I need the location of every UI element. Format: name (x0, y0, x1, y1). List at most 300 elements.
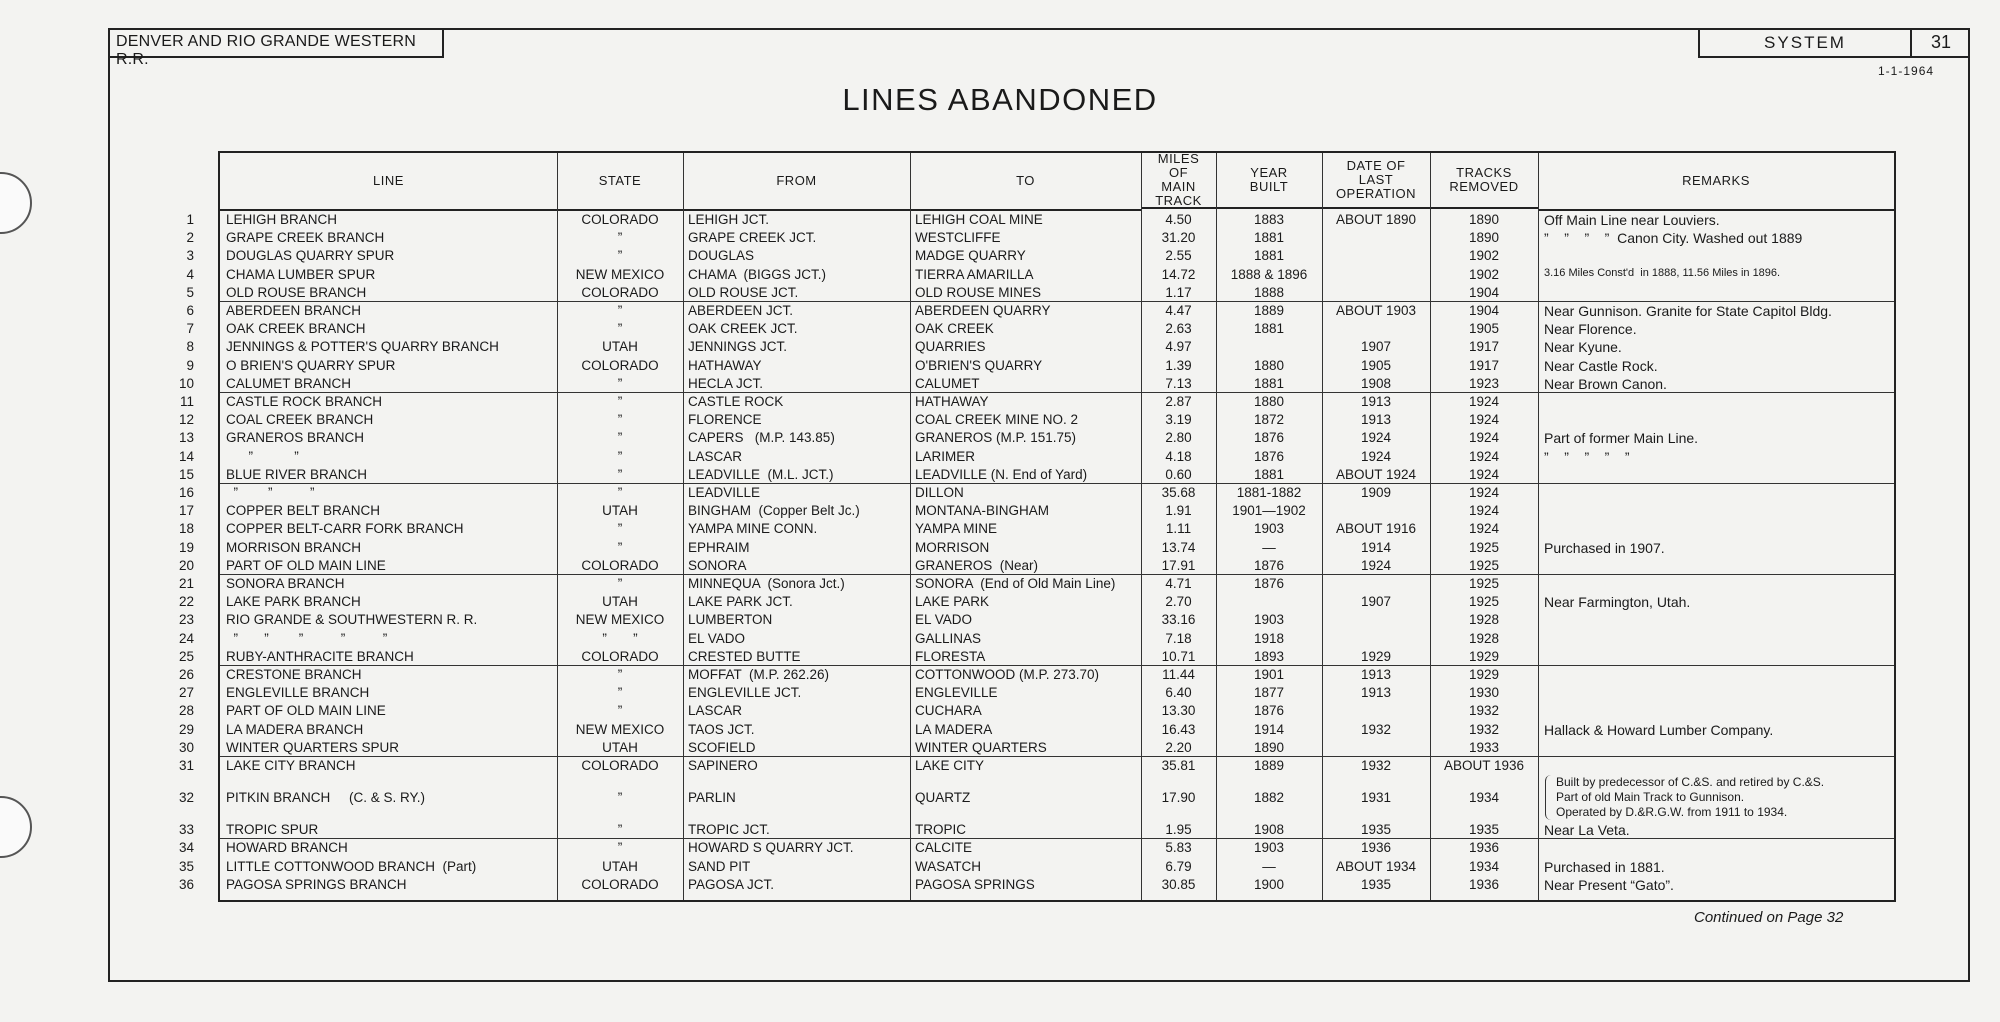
cell-from: CHAMA (BIGGS JCT.) (688, 266, 827, 282)
cell-built: 1881 (1253, 321, 1285, 337)
cell-last: 1935 (1360, 822, 1392, 838)
cell-remarks: Purchased in 1881. (1544, 858, 1665, 875)
cell-miles: 2.80 (1165, 430, 1192, 446)
col-header-last-operation: DATE OF LAST OPERATION (1322, 153, 1430, 209)
cell-last: 1924 (1360, 430, 1392, 446)
page-title: LINES ABANDONED (842, 82, 1158, 117)
cell-last: ABOUT 1934 (1335, 858, 1417, 874)
cell-last: ABOUT 1903 (1335, 303, 1417, 318)
cell-line: PAGOSA SPRINGS BRANCH (226, 876, 407, 892)
table-row (178, 821, 1894, 839)
table-row (178, 502, 1894, 520)
row-number: 30 (178, 739, 194, 755)
cell-to: TIERRA AMARILLA (915, 266, 1034, 282)
cell-removed: 1929 (1468, 667, 1500, 682)
cell-built: 1901 (1253, 667, 1285, 682)
table-row (186, 320, 1894, 338)
cell-removed: 1925 (1468, 539, 1500, 555)
cell-last: 1932 (1360, 758, 1392, 773)
table-row (178, 611, 1894, 629)
cell-state: ” (617, 790, 623, 806)
cell-removed: 1932 (1468, 703, 1500, 719)
cell-to: QUARRIES (915, 339, 986, 355)
row-number: 29 (178, 721, 194, 737)
cell-miles: 1.95 (1165, 822, 1192, 838)
cell-removed: 1932 (1468, 721, 1500, 737)
cell-state: COLORADO (581, 758, 659, 773)
cell-remarks: Near Gunnison. Granite for State Capitol Bldg. (1544, 303, 1832, 319)
cell-from: BINGHAM (Copper Belt Jc.) (688, 503, 860, 519)
cell-miles: 17.90 (1161, 790, 1196, 806)
row-number: 28 (178, 703, 194, 719)
cell-state: UTAH (602, 339, 638, 355)
cell-line: HOWARD BRANCH (226, 840, 348, 856)
cell-state: COLORADO (581, 284, 659, 300)
cell-last: 1936 (1360, 840, 1392, 856)
row-number: 9 (186, 357, 194, 373)
cell-remarks: Near Farmington, Utah. (1544, 594, 1691, 611)
cell-last: 1929 (1360, 648, 1392, 664)
row-number: 15 (178, 466, 194, 482)
cell-remarks: Hallack & Howard Lumber Company. (1544, 721, 1774, 738)
cell-removed: 1902 (1468, 248, 1500, 264)
cell-line: BLUE RIVER BRANCH (226, 466, 368, 482)
cell-state: ” (617, 485, 623, 500)
cell-built: 1903 (1253, 521, 1285, 537)
cell-state: ” (617, 321, 623, 337)
cell-built: 1880 (1253, 394, 1285, 409)
row-number: 13 (178, 430, 194, 446)
row-number: 12 (178, 412, 194, 428)
cell-to: CALUMET (915, 375, 980, 391)
cell-state: COLORADO (581, 648, 659, 664)
cell-removed: 1930 (1468, 685, 1500, 701)
cell-from: OAK CREEK JCT. (688, 321, 798, 337)
table-row (186, 284, 1894, 302)
cell-removed: 1905 (1468, 321, 1500, 337)
cell-miles: 7.13 (1165, 375, 1192, 391)
cell-to: PAGOSA SPRINGS (915, 876, 1035, 892)
cell-line: ” ” ” (226, 485, 315, 500)
cell-line: ABERDEEN BRANCH (226, 303, 362, 318)
cell-last: 1907 (1360, 594, 1392, 610)
cell-miles: 2.20 (1165, 739, 1192, 755)
cell-line: GRANEROS BRANCH (226, 430, 365, 446)
cell-from: DOUGLAS (688, 248, 755, 264)
table-row (186, 211, 1894, 229)
cell-remarks: Near Florence. (1544, 321, 1637, 338)
cell-last: ABOUT 1916 (1335, 521, 1417, 537)
cell-remarks: Near Castle Rock. (1544, 357, 1658, 374)
cell-built: 1877 (1253, 685, 1285, 701)
cell-last: ABOUT 1890 (1335, 212, 1417, 227)
cell-removed: 1935 (1468, 822, 1500, 838)
pitkin-note-line: Built by predecessor of C.&S. and retired by C.&S. (1556, 775, 1825, 789)
cell-state: ” (617, 394, 623, 409)
cell-miles: 0.60 (1165, 466, 1192, 482)
cell-state: UTAH (602, 503, 638, 519)
cell-line: PART OF OLD MAIN LINE (226, 557, 386, 573)
row-number: 8 (186, 339, 194, 355)
cell-from: SONORA (688, 557, 747, 573)
cell-to: QUARTZ (915, 790, 971, 806)
cell-to: LEHIGH COAL MINE (915, 212, 1043, 227)
row-number: 20 (178, 557, 194, 573)
cell-from: TROPIC JCT. (688, 822, 770, 838)
cell-from: HOWARD S QUARRY JCT. (688, 840, 854, 856)
table-row (178, 520, 1894, 538)
cell-miles: 2.55 (1165, 248, 1192, 264)
cell-last: 1909 (1360, 485, 1392, 500)
table-row (186, 302, 1894, 320)
cell-miles: 4.71 (1165, 576, 1192, 591)
cell-built: 1881 (1253, 248, 1285, 264)
cell-line: CRESTONE BRANCH (226, 667, 362, 682)
table-row (178, 876, 1894, 894)
row-number: 21 (178, 576, 194, 591)
cell-removed: 1925 (1468, 557, 1500, 573)
cell-state: NEW MEXICO (575, 266, 665, 282)
cell-built: 1881 (1253, 230, 1285, 246)
row-number: 3 (186, 248, 194, 264)
cell-line: TROPIC SPUR (226, 822, 319, 838)
cell-line: LEHIGH BRANCH (226, 212, 338, 227)
table-row (179, 393, 1894, 411)
cell-state: ” (617, 703, 623, 719)
cell-from: EL VADO (688, 630, 746, 646)
cell-remarks: Near La Veta. (1544, 822, 1630, 839)
cell-miles: 4.18 (1165, 448, 1192, 464)
cell-miles: 4.47 (1165, 303, 1192, 318)
cell-removed: 1890 (1468, 230, 1500, 246)
cell-to: HATHAWAY (915, 394, 989, 409)
cell-line: O BRIEN'S QUARRY SPUR (226, 357, 396, 373)
cell-miles: 17.91 (1161, 557, 1196, 573)
cell-from: LAKE PARK JCT. (688, 594, 793, 610)
cell-built: 1881-1882 (1236, 485, 1302, 500)
cell-removed: 1934 (1468, 858, 1500, 874)
cell-to: COAL CREEK MINE NO. 2 (915, 412, 1079, 428)
cell-remarks: 3.16 Miles Const'd in 1888, 11.56 Miles in 1896. (1544, 266, 1781, 279)
cell-built: 1888 & 1896 (1230, 266, 1308, 282)
cell-miles: 14.72 (1161, 266, 1196, 282)
row-number: 27 (178, 685, 194, 701)
cell-remarks: Near Kyune. (1544, 339, 1622, 356)
cell-from: PARLIN (688, 790, 736, 806)
cell-last: 1924 (1360, 557, 1392, 573)
row-number: 25 (178, 648, 194, 664)
row-number: 33 (178, 822, 194, 838)
cell-from: ABERDEEN JCT. (688, 303, 794, 318)
cell-line: COAL CREEK BRANCH (226, 412, 374, 428)
cell-to: ENGLEVILLE (915, 685, 998, 701)
cell-to: ABERDEEN QUARRY (915, 303, 1051, 318)
cell-miles: 1.11 (1165, 521, 1192, 537)
cell-miles: 1.39 (1165, 357, 1192, 373)
col-header-to: TO (910, 153, 1141, 211)
col-header-from: FROM (683, 153, 910, 211)
cell-removed: 1925 (1468, 576, 1500, 591)
table-row (178, 557, 1894, 575)
cell-miles: 30.85 (1161, 876, 1196, 892)
cell-last: 1913 (1360, 685, 1392, 701)
cell-removed: ABOUT 1936 (1443, 758, 1525, 773)
cell-to: OLD ROUSE MINES (915, 284, 1042, 300)
cell-miles: 5.83 (1165, 840, 1192, 856)
col-header-miles: MILES OF MAIN TRACK (1141, 153, 1216, 209)
pitkin-note-line: Operated by D.&R.G.W. from 1911 to 1934. (1556, 805, 1788, 819)
cell-line: LA MADERA BRANCH (226, 721, 364, 737)
cell-last: 1931 (1360, 790, 1392, 806)
row-number: 32 (178, 790, 194, 806)
cell-removed: 1933 (1468, 739, 1500, 755)
row-number: 11 (179, 394, 194, 409)
system-box (1698, 28, 1970, 58)
cell-built: — (1262, 858, 1276, 874)
row-number: 24 (178, 630, 194, 646)
row-number: 2 (186, 230, 194, 246)
cell-from: ENGLEVILLE JCT. (688, 685, 802, 701)
cell-line: OLD ROUSE BRANCH (226, 284, 367, 300)
col-header-tracks-removed: TRACKS REMOVED (1430, 153, 1538, 209)
table-row (178, 429, 1894, 447)
table-row (186, 338, 1894, 356)
table-row (178, 575, 1894, 593)
cell-last: 1914 (1360, 539, 1392, 555)
cell-to: GRANEROS (Near) (915, 557, 1039, 573)
cell-to: CALCITE (915, 840, 973, 856)
cell-built: 1889 (1253, 303, 1285, 318)
cell-line: RIO GRANDE & SOUTHWESTERN R. R. (226, 612, 478, 628)
cell-removed: 1917 (1468, 357, 1500, 373)
cell-from: TAOS JCT. (688, 721, 755, 737)
cell-state: ” (617, 448, 623, 464)
binder-hole-top (0, 172, 32, 234)
cell-to: OAK CREEK (915, 321, 994, 337)
cell-last: 1913 (1360, 394, 1392, 409)
cell-miles: 33.16 (1161, 612, 1196, 628)
cell-to: GALLINAS (915, 630, 982, 646)
row-number: 16 (178, 485, 194, 500)
cell-last: 1907 (1360, 339, 1392, 355)
cell-removed: 1928 (1468, 630, 1500, 646)
table-row (186, 229, 1894, 247)
table-row (178, 684, 1894, 702)
cell-to: FLORESTA (915, 648, 986, 664)
cell-to: WESTCLIFFE (915, 230, 1001, 246)
cell-built: 1881 (1253, 375, 1285, 391)
cell-from: CAPERS (M.P. 143.85) (688, 430, 835, 446)
table-row (178, 648, 1894, 666)
cell-removed: 1917 (1468, 339, 1500, 355)
cell-to: COTTONWOOD (M.P. 273.70) (915, 667, 1100, 682)
cell-to: LEADVILLE (N. End of Yard) (915, 466, 1088, 482)
cell-last: 1913 (1360, 667, 1392, 682)
cell-built: 1918 (1253, 630, 1285, 646)
table-row (178, 484, 1894, 502)
cell-line: ENGLEVILLE BRANCH (226, 685, 370, 701)
cell-line: LITTLE COTTONWOOD BRANCH (Part) (226, 858, 477, 874)
row-number: 6 (186, 303, 194, 318)
cell-removed: 1902 (1468, 266, 1500, 282)
cell-line: DOUGLAS QUARRY SPUR (226, 248, 395, 264)
table-row (178, 593, 1894, 611)
cell-removed: 1924 (1468, 412, 1500, 428)
cell-built: 1876 (1253, 557, 1285, 573)
cell-line: PART OF OLD MAIN LINE (226, 703, 386, 719)
cell-state: NEW MEXICO (575, 721, 665, 737)
cell-to: LAKE CITY (915, 758, 985, 773)
cell-last: 1924 (1360, 448, 1392, 464)
table-row (178, 739, 1894, 757)
cell-removed: 1936 (1468, 876, 1500, 892)
cell-built: 1903 (1253, 612, 1285, 628)
cell-to: SONORA (End of Old Main Line) (915, 576, 1116, 591)
cell-miles: 1.91 (1165, 503, 1192, 519)
cell-to: WASATCH (915, 858, 981, 874)
cell-miles: 13.30 (1161, 703, 1196, 719)
cell-state: UTAH (602, 858, 638, 874)
cell-from: MINNEQUA (Sonora Jct.) (688, 576, 845, 591)
cell-from: LASCAR (688, 703, 743, 719)
cell-miles: 16.43 (1161, 721, 1196, 737)
table-row (178, 466, 1894, 484)
issue-date: 1-1-1964 (1878, 64, 1935, 78)
cell-miles: 6.79 (1165, 858, 1192, 874)
table-row (178, 375, 1894, 393)
cell-removed: 1924 (1468, 485, 1500, 500)
cell-to: LA MADERA (915, 721, 993, 737)
cell-from: LASCAR (688, 448, 743, 464)
cell-from: JENNINGS JCT. (688, 339, 788, 355)
cell-built: 1872 (1253, 412, 1285, 428)
cell-built: 1901—1902 (1232, 503, 1306, 519)
cell-remarks: Part of former Main Line. (1544, 430, 1699, 447)
row-number: 26 (178, 667, 194, 682)
page-number: 31 (1930, 32, 1952, 52)
binder-hole-bottom (0, 796, 32, 858)
row-number: 18 (178, 521, 194, 537)
cell-line: CASTLE ROCK BRANCH (226, 394, 383, 409)
cell-removed: 1904 (1468, 284, 1500, 300)
system-label: SYSTEM (1700, 28, 1912, 56)
cell-line: MORRISON BRANCH (226, 539, 362, 555)
cell-miles: 31.20 (1161, 230, 1196, 246)
cell-from: YAMPA MINE CONN. (688, 521, 818, 537)
cell-remarks: ” ” ” ” Canon City. Washed out 1889 (1544, 230, 1803, 247)
table-row (178, 666, 1894, 684)
cell-from: CASTLE ROCK (688, 394, 784, 409)
cell-built: 1881 (1253, 466, 1285, 482)
cell-last: ABOUT 1924 (1335, 466, 1417, 482)
cell-state: ” (617, 303, 623, 318)
cell-miles: 4.50 (1165, 212, 1192, 227)
cell-to: WINTER QUARTERS (915, 739, 1047, 755)
cell-state: ” (617, 430, 623, 446)
cell-from: HECLA JCT. (688, 375, 764, 391)
cell-miles: 11.44 (1162, 667, 1195, 682)
cell-miles: 1.17 (1165, 284, 1192, 300)
cell-line: LAKE PARK BRANCH (226, 594, 361, 610)
cell-state: UTAH (602, 739, 638, 755)
cell-built: 1876 (1253, 430, 1285, 446)
cell-remarks: Purchased in 1907. (1544, 539, 1665, 556)
cell-to: GRANEROS (M.P. 151.75) (915, 430, 1077, 446)
cell-removed: 1924 (1468, 466, 1500, 482)
table-row (186, 266, 1894, 284)
cell-removed: 1924 (1468, 430, 1500, 446)
table-row (186, 247, 1894, 265)
cell-built: 1914 (1253, 721, 1285, 737)
cell-from: HATHAWAY (688, 357, 762, 373)
cell-removed: 1904 (1468, 303, 1500, 318)
cell-built: 1888 (1253, 284, 1285, 300)
cell-from: LEHIGH JCT. (688, 212, 770, 227)
cell-built: 1889 (1253, 758, 1285, 773)
row-number: 4 (186, 266, 194, 282)
cell-to: MORRISON (915, 539, 990, 555)
cell-miles: 2.87 (1165, 394, 1192, 409)
cell-from: SAPINERO (688, 758, 758, 773)
cell-state: ” (617, 248, 623, 264)
cell-last: 1932 (1360, 721, 1392, 737)
cell-miles: 3.19 (1165, 412, 1192, 428)
table-row (178, 539, 1894, 557)
cell-from: OLD ROUSE JCT. (688, 284, 799, 300)
cell-built: 1903 (1253, 840, 1285, 856)
cell-from: PAGOSA JCT. (688, 876, 775, 892)
cell-removed: 1929 (1468, 648, 1500, 664)
cell-from: LEADVILLE (688, 485, 761, 500)
row-number: 35 (178, 858, 194, 874)
table-row (178, 721, 1894, 739)
cell-built: 1880 (1253, 357, 1285, 373)
cell-line: CHAMA LUMBER SPUR (226, 266, 376, 282)
cell-miles: 35.68 (1161, 485, 1196, 500)
table-row (178, 448, 1894, 466)
cell-line: LAKE CITY BRANCH (226, 758, 356, 773)
cell-from: EPHRAIM (688, 539, 750, 555)
cell-built: 1900 (1253, 876, 1285, 892)
row-number: 14 (178, 448, 194, 464)
cell-miles: 7.18 (1165, 630, 1192, 646)
cell-line: ” ” (226, 448, 299, 464)
cell-state: NEW MEXICO (575, 612, 665, 628)
cell-line: ” ” ” ” ” (226, 630, 388, 646)
cell-state: COLORADO (581, 357, 659, 373)
cell-last: 1908 (1360, 375, 1392, 391)
cell-last: 1905 (1360, 357, 1392, 373)
cell-state: ” (617, 685, 623, 701)
cell-removed: 1890 (1468, 212, 1500, 227)
cell-miles: 35.81 (1161, 758, 1196, 773)
cell-built: 1908 (1253, 822, 1285, 838)
row-number: 34 (178, 840, 194, 856)
table-row (178, 411, 1894, 429)
cell-to: O'BRIEN'S QUARRY (915, 357, 1043, 373)
cell-state: ” (617, 412, 623, 428)
cell-to: YAMPA MINE (915, 521, 998, 537)
cell-from: MOFFAT (M.P. 262.26) (688, 667, 830, 682)
cell-from: CRESTED BUTTE (688, 648, 801, 664)
col-header-year-built: YEAR BUILT (1216, 153, 1322, 209)
cell-built: 1876 (1253, 703, 1285, 719)
row-number: 22 (178, 594, 194, 610)
cell-line: PITKIN BRANCH (C. & S. RY.) (226, 790, 426, 806)
cell-built: 1883 (1253, 212, 1285, 227)
cell-state: UTAH (602, 594, 638, 610)
cell-miles: 2.63 (1165, 321, 1192, 337)
